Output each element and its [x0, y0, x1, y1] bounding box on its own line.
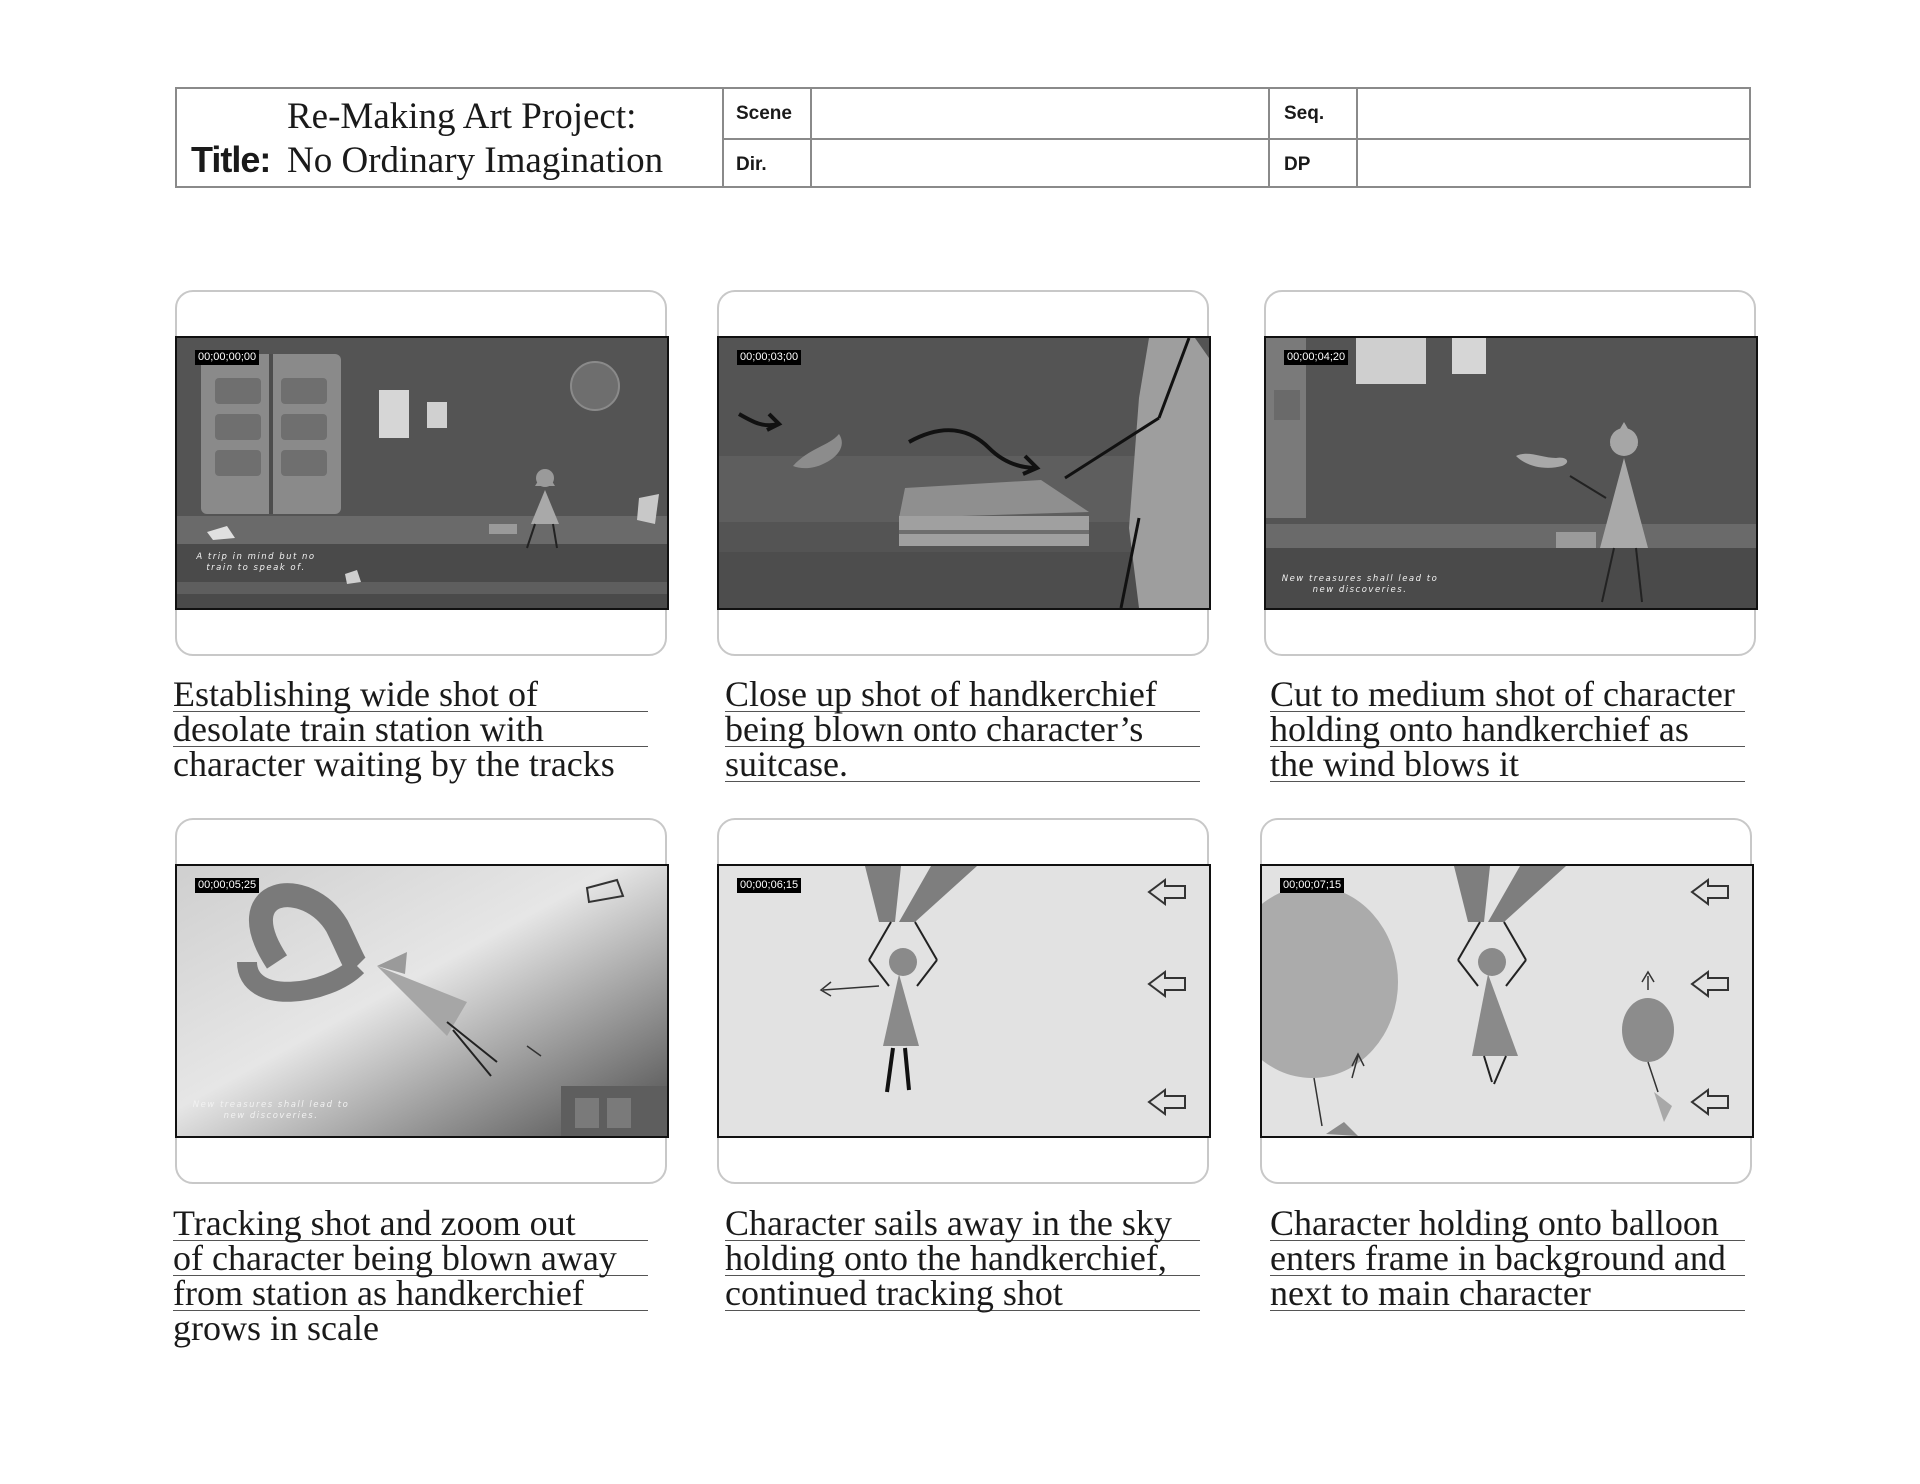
- balloon-illustration: [1262, 866, 1752, 1136]
- sky-sailing-illustration: [719, 866, 1209, 1136]
- dp-label: DP: [1284, 154, 1311, 175]
- caption-line: Character sails away in the sky: [725, 1206, 1200, 1241]
- seq-label: Seq.: [1284, 103, 1325, 124]
- timecode: 00;00;06;15: [737, 878, 801, 893]
- medium-shot-illustration: [1266, 338, 1756, 608]
- panel-frame: [175, 864, 669, 1138]
- panel-1-caption: [173, 674, 648, 784]
- storyboard-panel-4: [175, 818, 667, 1184]
- timecode: 00;00;04;20: [1284, 350, 1348, 365]
- caption-line: holding onto handkerchief as: [1270, 712, 1745, 747]
- caption-line: from station as handkerchief: [173, 1276, 648, 1311]
- storyboard-panel-3: [1264, 290, 1756, 656]
- project-title: No Ordinary Imagination: [287, 140, 664, 181]
- caption-line: Establishing wide shot of: [173, 677, 648, 712]
- caption-line: being blown onto character’s: [725, 712, 1200, 747]
- timecode: 00;00;03;00: [737, 350, 801, 365]
- panel-5-caption: [725, 1203, 1200, 1313]
- timecode: 00;00;00;00: [195, 350, 259, 365]
- handkerchief-closeup-illustration: [719, 338, 1209, 608]
- caption-line: continued tracking shot: [725, 1276, 1200, 1311]
- dir-label: Dir.: [736, 154, 767, 175]
- panel-frame: [717, 864, 1211, 1138]
- timecode: 00;00;05;25: [195, 878, 259, 893]
- caption-line: the wind blows it: [1270, 747, 1745, 782]
- subtitle: A trip in mind but no train to speak of.: [196, 552, 316, 573]
- caption-line: Cut to medium shot of character: [1270, 677, 1745, 712]
- scene-label: Scene: [736, 103, 792, 124]
- caption-line: Tracking shot and zoom out: [173, 1206, 648, 1241]
- caption-line: enters frame in background and: [1270, 1241, 1745, 1276]
- tracking-shot-illustration: [177, 866, 667, 1136]
- caption-line: grows in scale: [173, 1308, 379, 1348]
- storyboard-header: [175, 87, 1751, 188]
- panel-frame: [717, 336, 1211, 610]
- divider: [722, 138, 1749, 140]
- storyboard-panel-5: [717, 818, 1209, 1184]
- title-label: Title:: [191, 139, 271, 180]
- panel-6-caption: [1270, 1203, 1745, 1313]
- caption-line: suitcase.: [725, 747, 1200, 782]
- panel-3-caption: [1270, 674, 1745, 784]
- seq-field[interactable]: [1363, 97, 1743, 133]
- caption-line: character waiting by the tracks: [173, 744, 615, 784]
- subtitle: New treasures shall lead to new discoveries.: [1281, 574, 1439, 595]
- panel-frame: [1260, 864, 1754, 1138]
- panel-frame: [1264, 336, 1758, 610]
- subtitle: New treasures shall lead to new discoveries.: [192, 1100, 350, 1121]
- caption-line: Close up shot of handkerchief: [725, 677, 1200, 712]
- dp-field[interactable]: [1363, 145, 1743, 181]
- caption-line: Character holding onto balloon: [1270, 1206, 1745, 1241]
- project-name: Re-Making Art Project:: [287, 96, 637, 137]
- timecode: 00;00;07;15: [1280, 878, 1344, 893]
- caption-line: next to main character: [1270, 1276, 1745, 1311]
- panel-2-caption: [725, 674, 1200, 784]
- storyboard-panel-2: [717, 290, 1209, 656]
- storyboard-panel-6: [1260, 818, 1752, 1184]
- storyboard-panel-1: [175, 290, 667, 656]
- caption-line: holding onto the handkerchief,: [725, 1241, 1200, 1276]
- caption-line: of character being blown away: [173, 1241, 648, 1276]
- caption-line: desolate train station with: [173, 712, 648, 747]
- panel-4-caption: [173, 1203, 648, 1348]
- dir-field[interactable]: [817, 145, 1257, 181]
- panel-frame: [175, 336, 669, 610]
- scene-field[interactable]: [817, 97, 1257, 133]
